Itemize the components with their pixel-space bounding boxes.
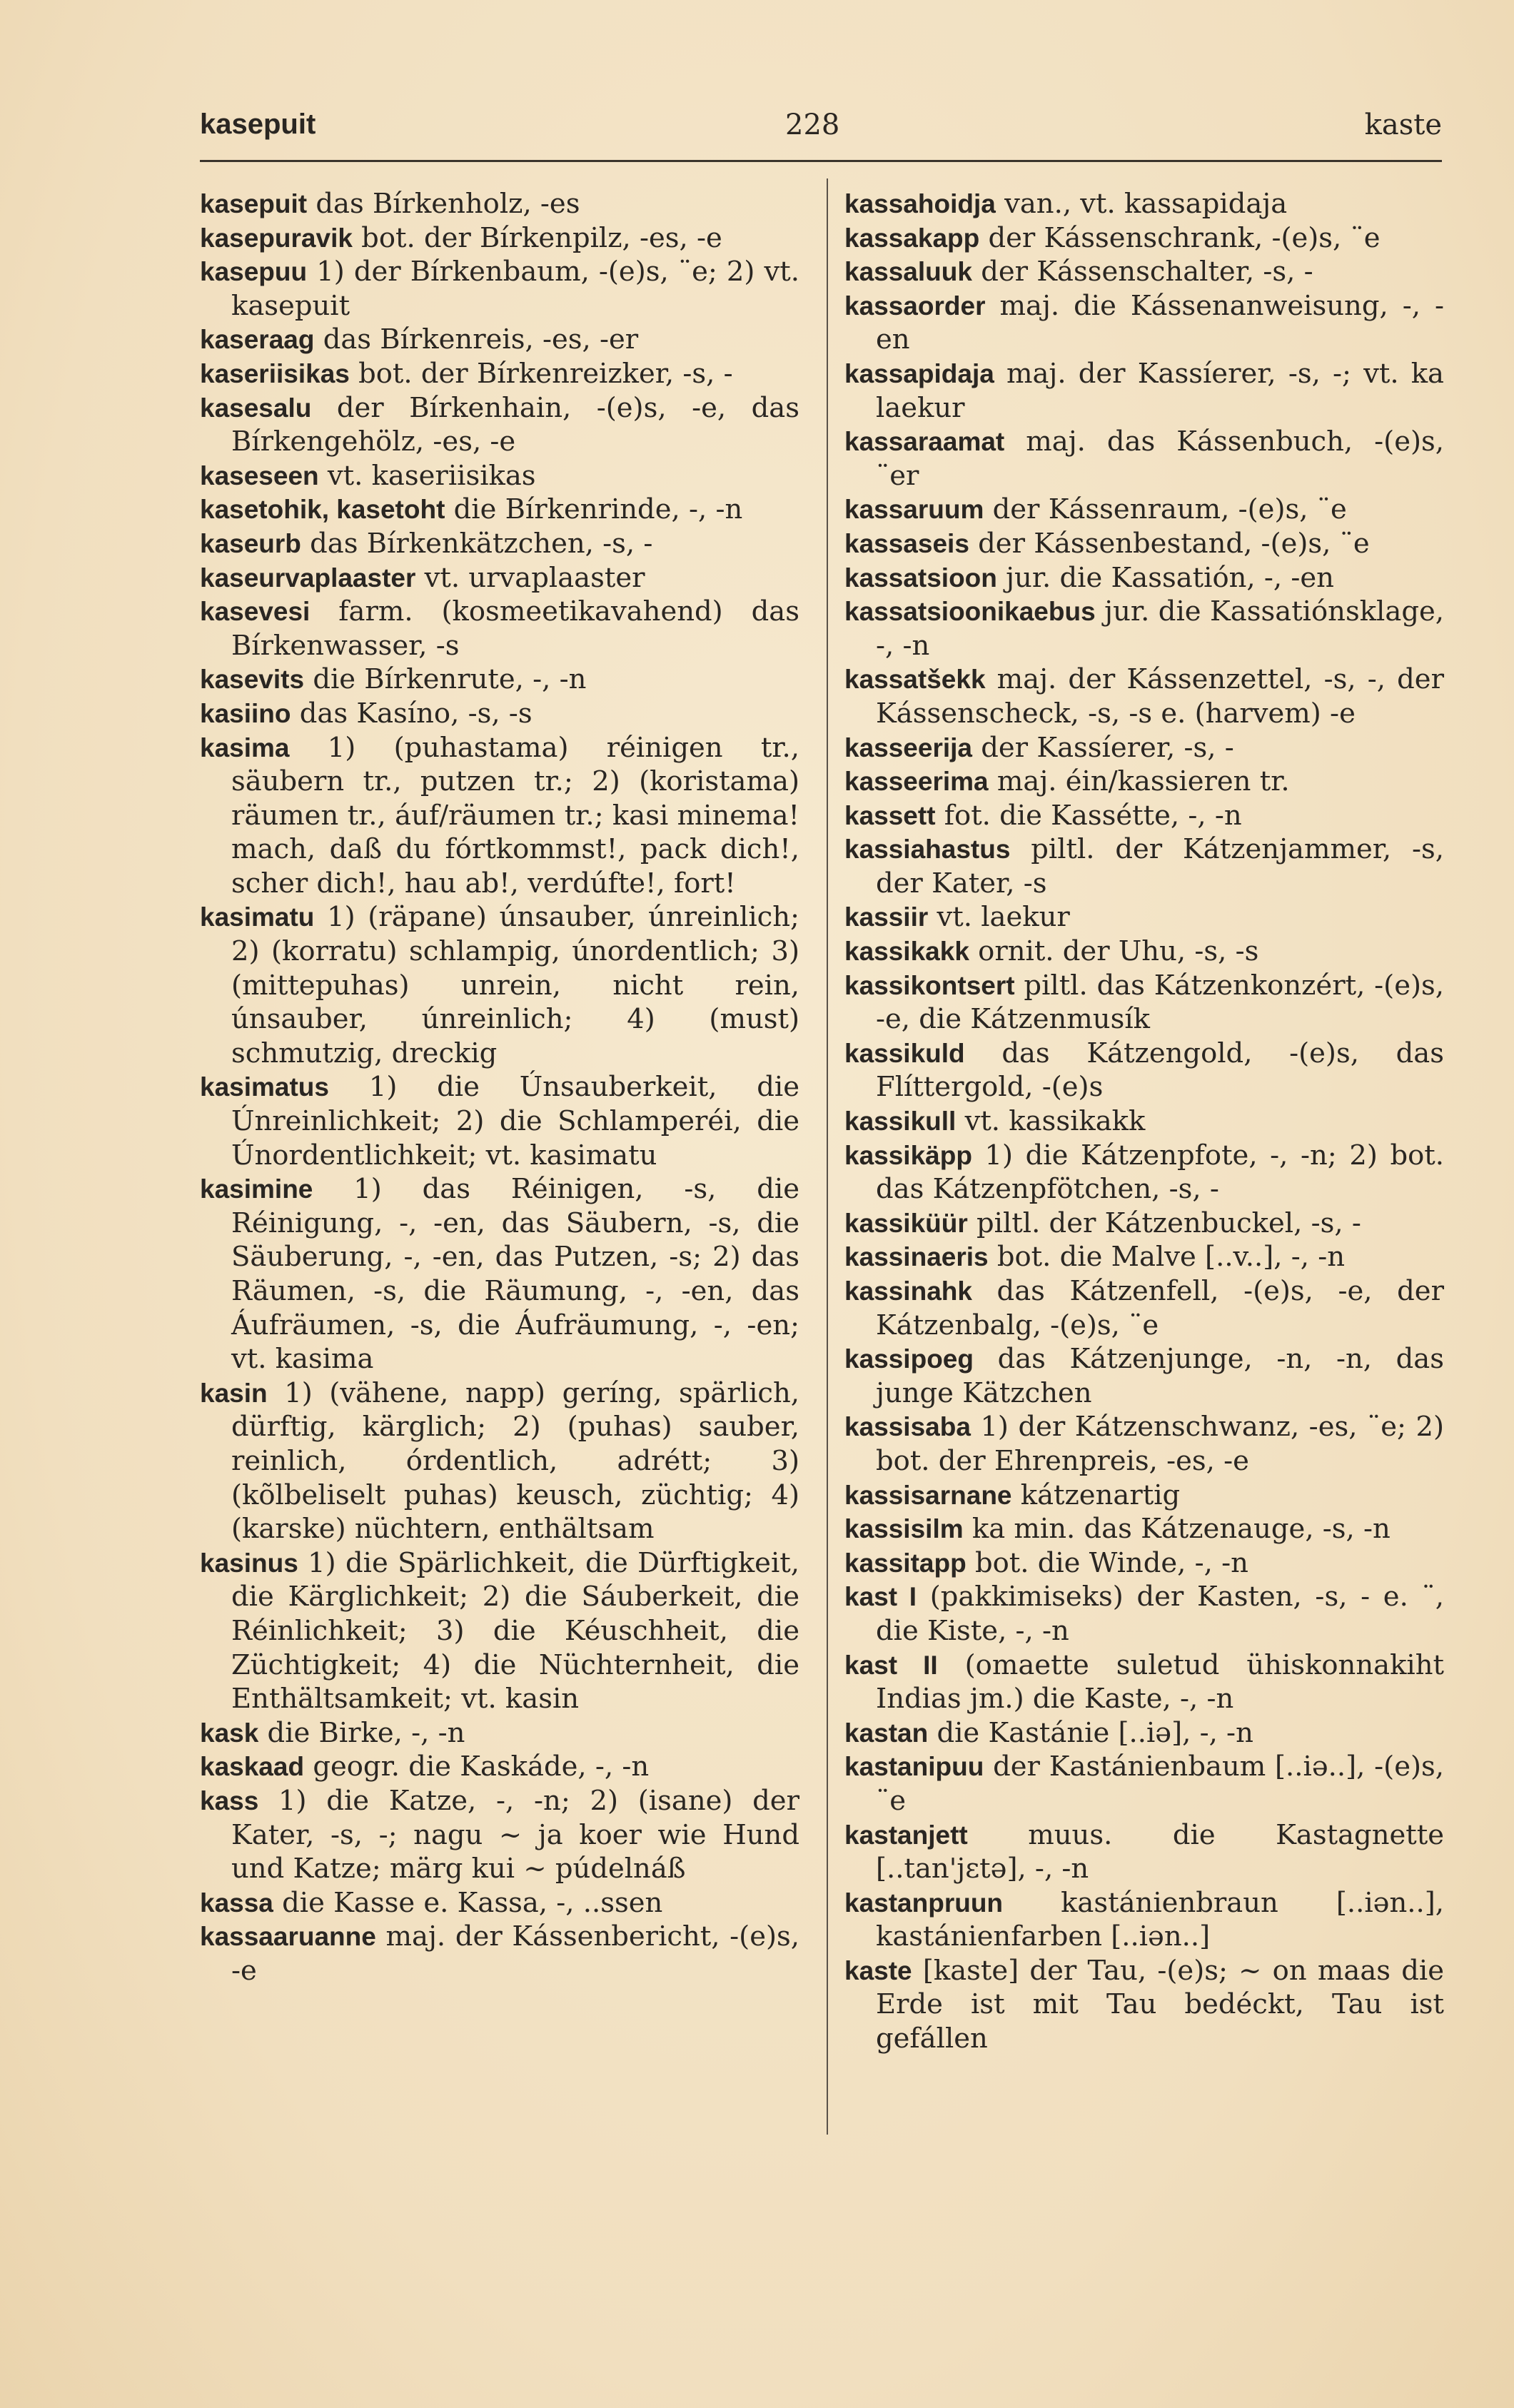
entry-definition: farm. (kosmeetikavahend) das Bírkenwasser, -s <box>231 595 799 662</box>
dictionary-entry <box>844 1104 1444 1139</box>
entry-headword: kassitapp <box>844 1548 967 1578</box>
dictionary-entry <box>200 663 799 697</box>
entry-definition: die Kasse e. Kassa, -, ..ssen <box>273 1886 663 1919</box>
entry-headword: kaste <box>844 1955 912 1985</box>
dictionary-entry <box>844 221 1444 256</box>
entry-definition: der Kastánienbaum [..iə..], -(e)s, ¨e <box>876 1750 1444 1817</box>
dictionary-entry <box>844 595 1444 663</box>
entry-headword: kaskaad <box>200 1752 305 1782</box>
header-rule <box>200 160 1442 162</box>
dictionary-entry <box>844 1818 1444 1886</box>
page-header <box>200 109 1442 158</box>
entry-definition: das Bírkenkätzchen, -s, - <box>301 527 653 560</box>
dictionary-entry <box>200 1546 799 1716</box>
entry-headword: kasevits <box>200 665 305 695</box>
entry-definition: 1) das Réinigen, -s, die Réinigung, -, -en, das Säubern, -s, die Säuberung, -, -en, das Putzen, -s; 2) das Räumen, -s, die Räumung, -, -en, das Áufräumen, -s, die Áufräumung, -, -en; vt. kasima <box>231 1173 799 1376</box>
entry-definition: jur. die Kassatión, -, -en <box>996 561 1334 594</box>
entry-headword: kastanjett <box>844 1820 968 1850</box>
entry-headword: kasevesi <box>200 597 311 627</box>
entry-headword: kasimatus <box>200 1072 329 1102</box>
dictionary-entry <box>844 832 1444 900</box>
entry-headword: kastanpruun <box>844 1888 1004 1918</box>
entry-headword: kaseurvaplaaster <box>200 563 416 593</box>
dictionary-entry <box>200 459 799 493</box>
entry-definition: [kaste] der Tau, -(e)s; ~ on maas die Erde ist mit Tau bedéckt, Tau ist gefállen <box>876 1954 1444 2055</box>
entry-headword: kassisarnane <box>844 1480 1012 1510</box>
entry-headword: kassisilm <box>844 1514 964 1544</box>
dictionary-entry <box>200 221 799 256</box>
dictionary-entry <box>844 969 1444 1037</box>
entry-definition: die Bírkenrute, -, -n <box>304 663 587 696</box>
entry-definition: die Bírkenrinde, -, -n <box>445 493 743 526</box>
entry-headword: kassisaba <box>844 1412 971 1442</box>
entry-definition: van., vt. kassapidaja <box>995 188 1288 220</box>
dictionary-entry <box>844 1886 1444 1954</box>
entry-definition: vt. urvaplaaster <box>415 561 645 594</box>
entry-definition: der Kássenraum, -(e)s, ¨e <box>984 493 1347 526</box>
dictionary-entry <box>200 493 799 527</box>
entry-headword: kassatsioonikaebus <box>844 597 1096 627</box>
dictionary-entry <box>200 1920 799 1988</box>
entry-headword: kassett <box>844 800 936 830</box>
dictionary-entry <box>844 1648 1444 1716</box>
entry-headword: kassinahk <box>844 1276 972 1306</box>
right-column <box>844 187 1444 2056</box>
entry-headword: kassapidaja <box>844 358 994 388</box>
dictionary-entry <box>200 1376 799 1546</box>
entry-headword: kass <box>200 1785 259 1815</box>
dictionary-entry <box>844 1750 1444 1818</box>
dictionary-entry <box>844 663 1444 730</box>
entry-headword: kassahoidja <box>844 189 996 218</box>
dictionary-entry <box>844 1037 1444 1104</box>
dictionary-entry <box>200 1172 799 1376</box>
dictionary-entry <box>200 697 799 731</box>
entry-definition: das Bírkenreis, -es, -er <box>314 323 639 356</box>
dictionary-entry <box>844 289 1444 357</box>
entry-definition: das Bírkenholz, -es <box>307 188 580 220</box>
entry-definition: vt. kassikakk <box>956 1105 1146 1138</box>
entry-definition: bot. die Winde, -, -n <box>966 1546 1248 1579</box>
dictionary-entry <box>844 935 1444 969</box>
entry-definition: jur. die Kassatiónsklage, -, -n <box>876 595 1444 662</box>
entry-definition: bot. der Bírkenreizker, -s, - <box>349 357 733 390</box>
dictionary-entry <box>844 1342 1444 1410</box>
entry-headword: kassiahastus <box>844 835 1011 865</box>
dictionary-entry <box>844 1478 1444 1513</box>
dictionary-entry <box>844 1512 1444 1546</box>
dictionary-entry <box>844 425 1444 493</box>
entry-headword: kasepuravik <box>200 223 353 253</box>
entry-definition: vt. laekur <box>928 901 1070 934</box>
entry-headword: kaseriisikas <box>200 358 350 388</box>
entry-headword: kasin <box>200 1378 268 1408</box>
entry-headword: kassiküür <box>844 1208 968 1238</box>
entry-headword: kassikuld <box>844 1038 965 1068</box>
entry-definition: kátzenartig <box>1011 1478 1181 1511</box>
entry-definition: maj. éin/kassieren tr. <box>988 765 1290 798</box>
dictionary-entry <box>200 187 799 221</box>
dictionary-entry <box>844 1274 1444 1342</box>
entry-headword: kassaaruanne <box>200 1922 376 1952</box>
dictionary-entry <box>844 731 1444 765</box>
entry-headword: kassinaeris <box>844 1242 989 1272</box>
dictionary-entry <box>200 357 799 391</box>
dictionary-entry <box>844 900 1444 935</box>
entry-headword: kassipoeg <box>844 1344 974 1374</box>
dictionary-entry <box>844 527 1444 561</box>
entry-definition: maj. das Kássenbuch, -(e)s, ¨er <box>876 425 1444 492</box>
dictionary-entry <box>200 1750 799 1784</box>
entry-headword: kassakapp <box>844 223 980 253</box>
dictionary-entry <box>200 391 799 459</box>
entry-definition: kastánienbraun [..iən..], kastánienfarben [..iən..] <box>876 1886 1444 1953</box>
dictionary-entry <box>200 900 799 1070</box>
page-number: 228 <box>785 109 840 141</box>
entry-headword: kasseerima <box>844 767 989 797</box>
entry-headword: kasepuu <box>200 257 308 287</box>
entry-definition: bot. die Malve [..v..], -, -n <box>988 1241 1346 1274</box>
entry-headword: kaseurb <box>200 528 301 558</box>
dictionary-entry <box>844 255 1444 289</box>
entry-definition: der Kássenschrank, -(e)s, ¨e <box>979 221 1381 254</box>
entry-headword: kasetohik, kasetoht <box>200 495 445 525</box>
entry-headword: kassikull <box>844 1107 957 1137</box>
entry-headword: kasiino <box>200 698 291 728</box>
dictionary-entry <box>844 357 1444 425</box>
dictionary-entry <box>200 255 799 323</box>
entry-definition: 1) die Spärlichkeit, die Dürftigkeit, die Kärglichkeit; 2) die Sáuberkeit, die Réinlichkeit; 3) die Kéuschheit, die Züchtigkeit; 4) die Nüchternheit, die Enthältsamkeit; vt. kasin <box>231 1546 799 1716</box>
entry-definition: das Kátzenjunge, -n, -n, das junge Kätzchen <box>876 1343 1444 1409</box>
dictionary-entry <box>200 731 799 901</box>
left-column <box>200 187 799 1988</box>
entry-definition: (omaette suletud ühiskonnakiht Indias jm.) die Kaste, -, -n <box>876 1648 1444 1716</box>
entry-headword: kassatsioon <box>844 563 997 593</box>
entry-headword: kassikakk <box>844 937 969 967</box>
entry-definition: fot. die Kassétte, -, -n <box>935 799 1242 832</box>
entry-definition: muus. die Kastagnette [..tan'jɛtə], -, -n <box>876 1818 1444 1885</box>
dictionary-entry <box>200 1886 799 1920</box>
entry-definition: die Birke, -, -n <box>258 1716 465 1749</box>
column-divider <box>827 178 828 2135</box>
entry-definition: maj. die Kássenanweisung, -, -en <box>876 289 1444 356</box>
dictionary-entry <box>200 1716 799 1750</box>
dictionary-entry <box>200 1784 799 1886</box>
entry-definition: maj. der Kássenbericht, -(e)s, -e <box>231 1920 799 1987</box>
dictionary-entry <box>844 187 1444 221</box>
entry-definition: geogr. die Kaskáde, -, -n <box>304 1750 650 1783</box>
right-running-headword: kaste <box>1364 109 1442 141</box>
entry-definition: der Bírkenhain, -(e)s, -e, das Bírkengehölz, -es, -e <box>231 391 799 458</box>
entry-headword: kassa <box>200 1888 273 1918</box>
entry-definition: (pakkimiseks) der Kasten, -s, - e. ¨, die Kiste, -, -n <box>876 1581 1444 1647</box>
dictionary-entry <box>844 799 1444 833</box>
entry-headword: kasinus <box>200 1548 298 1578</box>
dictionary-entry <box>200 1070 799 1172</box>
entry-headword: kastanipuu <box>844 1752 984 1782</box>
entry-definition: 1) (puhastama) réinigen tr., säubern tr., putzen tr.; 2) (koristama) räumen tr., áuf/räumen tr.; kasi minema! mach, daß du fórtkommst!, pack dich!, scher dich!, hau ab!, verdúfte!, fort! <box>231 731 799 900</box>
dictionary-entry <box>200 595 799 663</box>
entry-definition: vt. kaseriisikas <box>318 459 536 492</box>
entry-headword: kassaseis <box>844 528 969 558</box>
dictionary-entry <box>844 493 1444 527</box>
dictionary-entry <box>844 1580 1444 1648</box>
entry-headword: kassiir <box>844 902 929 932</box>
entry-headword: kassatšekk <box>844 665 986 695</box>
entry-headword: kaseseen <box>200 460 319 490</box>
entry-headword: kasesalu <box>200 393 312 423</box>
entry-headword: kassaluuk <box>844 257 972 287</box>
entry-definition: das Kátzenfell, -(e)s, -e, der Kátzenbalg, -(e)s, ¨e <box>876 1275 1444 1341</box>
entry-definition: das Kátzengold, -(e)s, das Flíttergold, -(e)s <box>876 1037 1444 1104</box>
dictionary-entry <box>200 323 799 357</box>
entry-definition: maj. der Kassíerer, -s, -; vt. ka laekur <box>876 357 1444 424</box>
left-running-headword: kasepuit <box>200 109 316 140</box>
entry-headword: kassaraamat <box>844 427 1005 457</box>
entry-definition: bot. der Bírkenpilz, -es, -e <box>352 221 722 254</box>
dictionary-entry <box>844 1240 1444 1274</box>
entry-definition: der Kássenschalter, -s, - <box>972 256 1313 288</box>
entry-definition: piltl. der Kátzenbuckel, -s, - <box>967 1206 1361 1239</box>
entry-definition: der Kassíerer, -s, - <box>972 731 1234 764</box>
entry-definition: 1) (vähene, napp) geríng, spärlich, dürftig, kärglich; 2) (puhas) sauber, reinlich, órdentlich, adrétt; 3) (kõlbeliselt puhas) keusch, züchtig; 4) (karske) nüchtern, enthältsam <box>231 1376 799 1546</box>
entry-definition: der Kássenbestand, -(e)s, ¨e <box>969 527 1370 560</box>
entry-headword: kassikontsert <box>844 970 1015 1000</box>
entry-definition: die Kastánie [..iə], -, -n <box>928 1716 1253 1749</box>
entry-definition: piltl. der Kátzenjammer, -s, der Kater, -s <box>876 833 1444 900</box>
entry-headword: kasimatu <box>200 902 315 932</box>
entry-definition: 1) die Únsauberkeit, die Únreinlichkeit; 2) die Schlamperéi, die Únordentlichkeit; vt. kasimatu <box>231 1071 799 1172</box>
entry-headword: kaseraag <box>200 325 315 355</box>
dictionary-entry <box>844 561 1444 595</box>
entry-headword: kask <box>200 1718 259 1748</box>
entry-definition: ornit. der Uhu, -s, -s <box>969 935 1259 968</box>
entry-headword: kastan <box>844 1718 929 1748</box>
entry-definition: 1) die Kátzenpfote, -, -n; 2) bot. das Kátzenpfötchen, -s, - <box>876 1139 1444 1206</box>
entry-definition: 1) der Bírkenbaum, -(e)s, ¨e; 2) vt. kasepuit <box>231 256 799 322</box>
entry-headword: kasepuit <box>200 189 308 218</box>
entry-definition: ka min. das Kátzenauge, -s, -n <box>963 1513 1391 1546</box>
entry-headword: kasima <box>200 732 290 762</box>
entry-definition: 1) (räpane) únsauber, únreinlich; 2) (korratu) schlampig, únordentlich; 3) (mittepuhas) unrein, nicht rein, únsauber, únreinlich; 4) (must) schmutzig, dreckig <box>231 901 799 1069</box>
entry-definition: 1) der Kátzenschwanz, -es, ¨e; 2) bot. der Ehrenpreis, -es, -e <box>876 1411 1444 1477</box>
entry-headword: kast II <box>844 1650 938 1680</box>
dictionary-entry <box>844 1139 1444 1206</box>
entry-definition: das Kasíno, -s, -s <box>291 697 533 730</box>
entry-headword: kasseerija <box>844 732 973 762</box>
dictionary-entry <box>844 1954 1444 2056</box>
dictionary-entry <box>200 561 799 595</box>
dictionary-entry <box>844 1546 1444 1581</box>
dictionary-entry <box>844 765 1444 799</box>
dictionary-entry <box>844 1410 1444 1478</box>
dictionary-entry <box>844 1716 1444 1750</box>
entry-definition: piltl. das Kátzenkonzért, -(e)s, -e, die Kátzenmusík <box>876 969 1444 1036</box>
entry-headword: kassikäpp <box>844 1140 972 1170</box>
entry-headword: kasimine <box>200 1174 313 1204</box>
entry-definition: 1) die Katze, -, -n; 2) (isane) der Kater, -s, -; nagu ~ ja koer wie Hund und Katze; märg kui ~ púdelnáß <box>231 1784 799 1885</box>
entry-headword: kassaorder <box>844 291 986 321</box>
entry-headword: kassaruum <box>844 495 984 525</box>
dictionary-entry <box>200 527 799 561</box>
dictionary-entry <box>844 1206 1444 1241</box>
entry-headword: kast I <box>844 1582 917 1612</box>
entry-definition: maj. der Kássenzettel, -s, -, der Kássenscheck, -s, -s e. (harvem) -e <box>876 663 1444 730</box>
